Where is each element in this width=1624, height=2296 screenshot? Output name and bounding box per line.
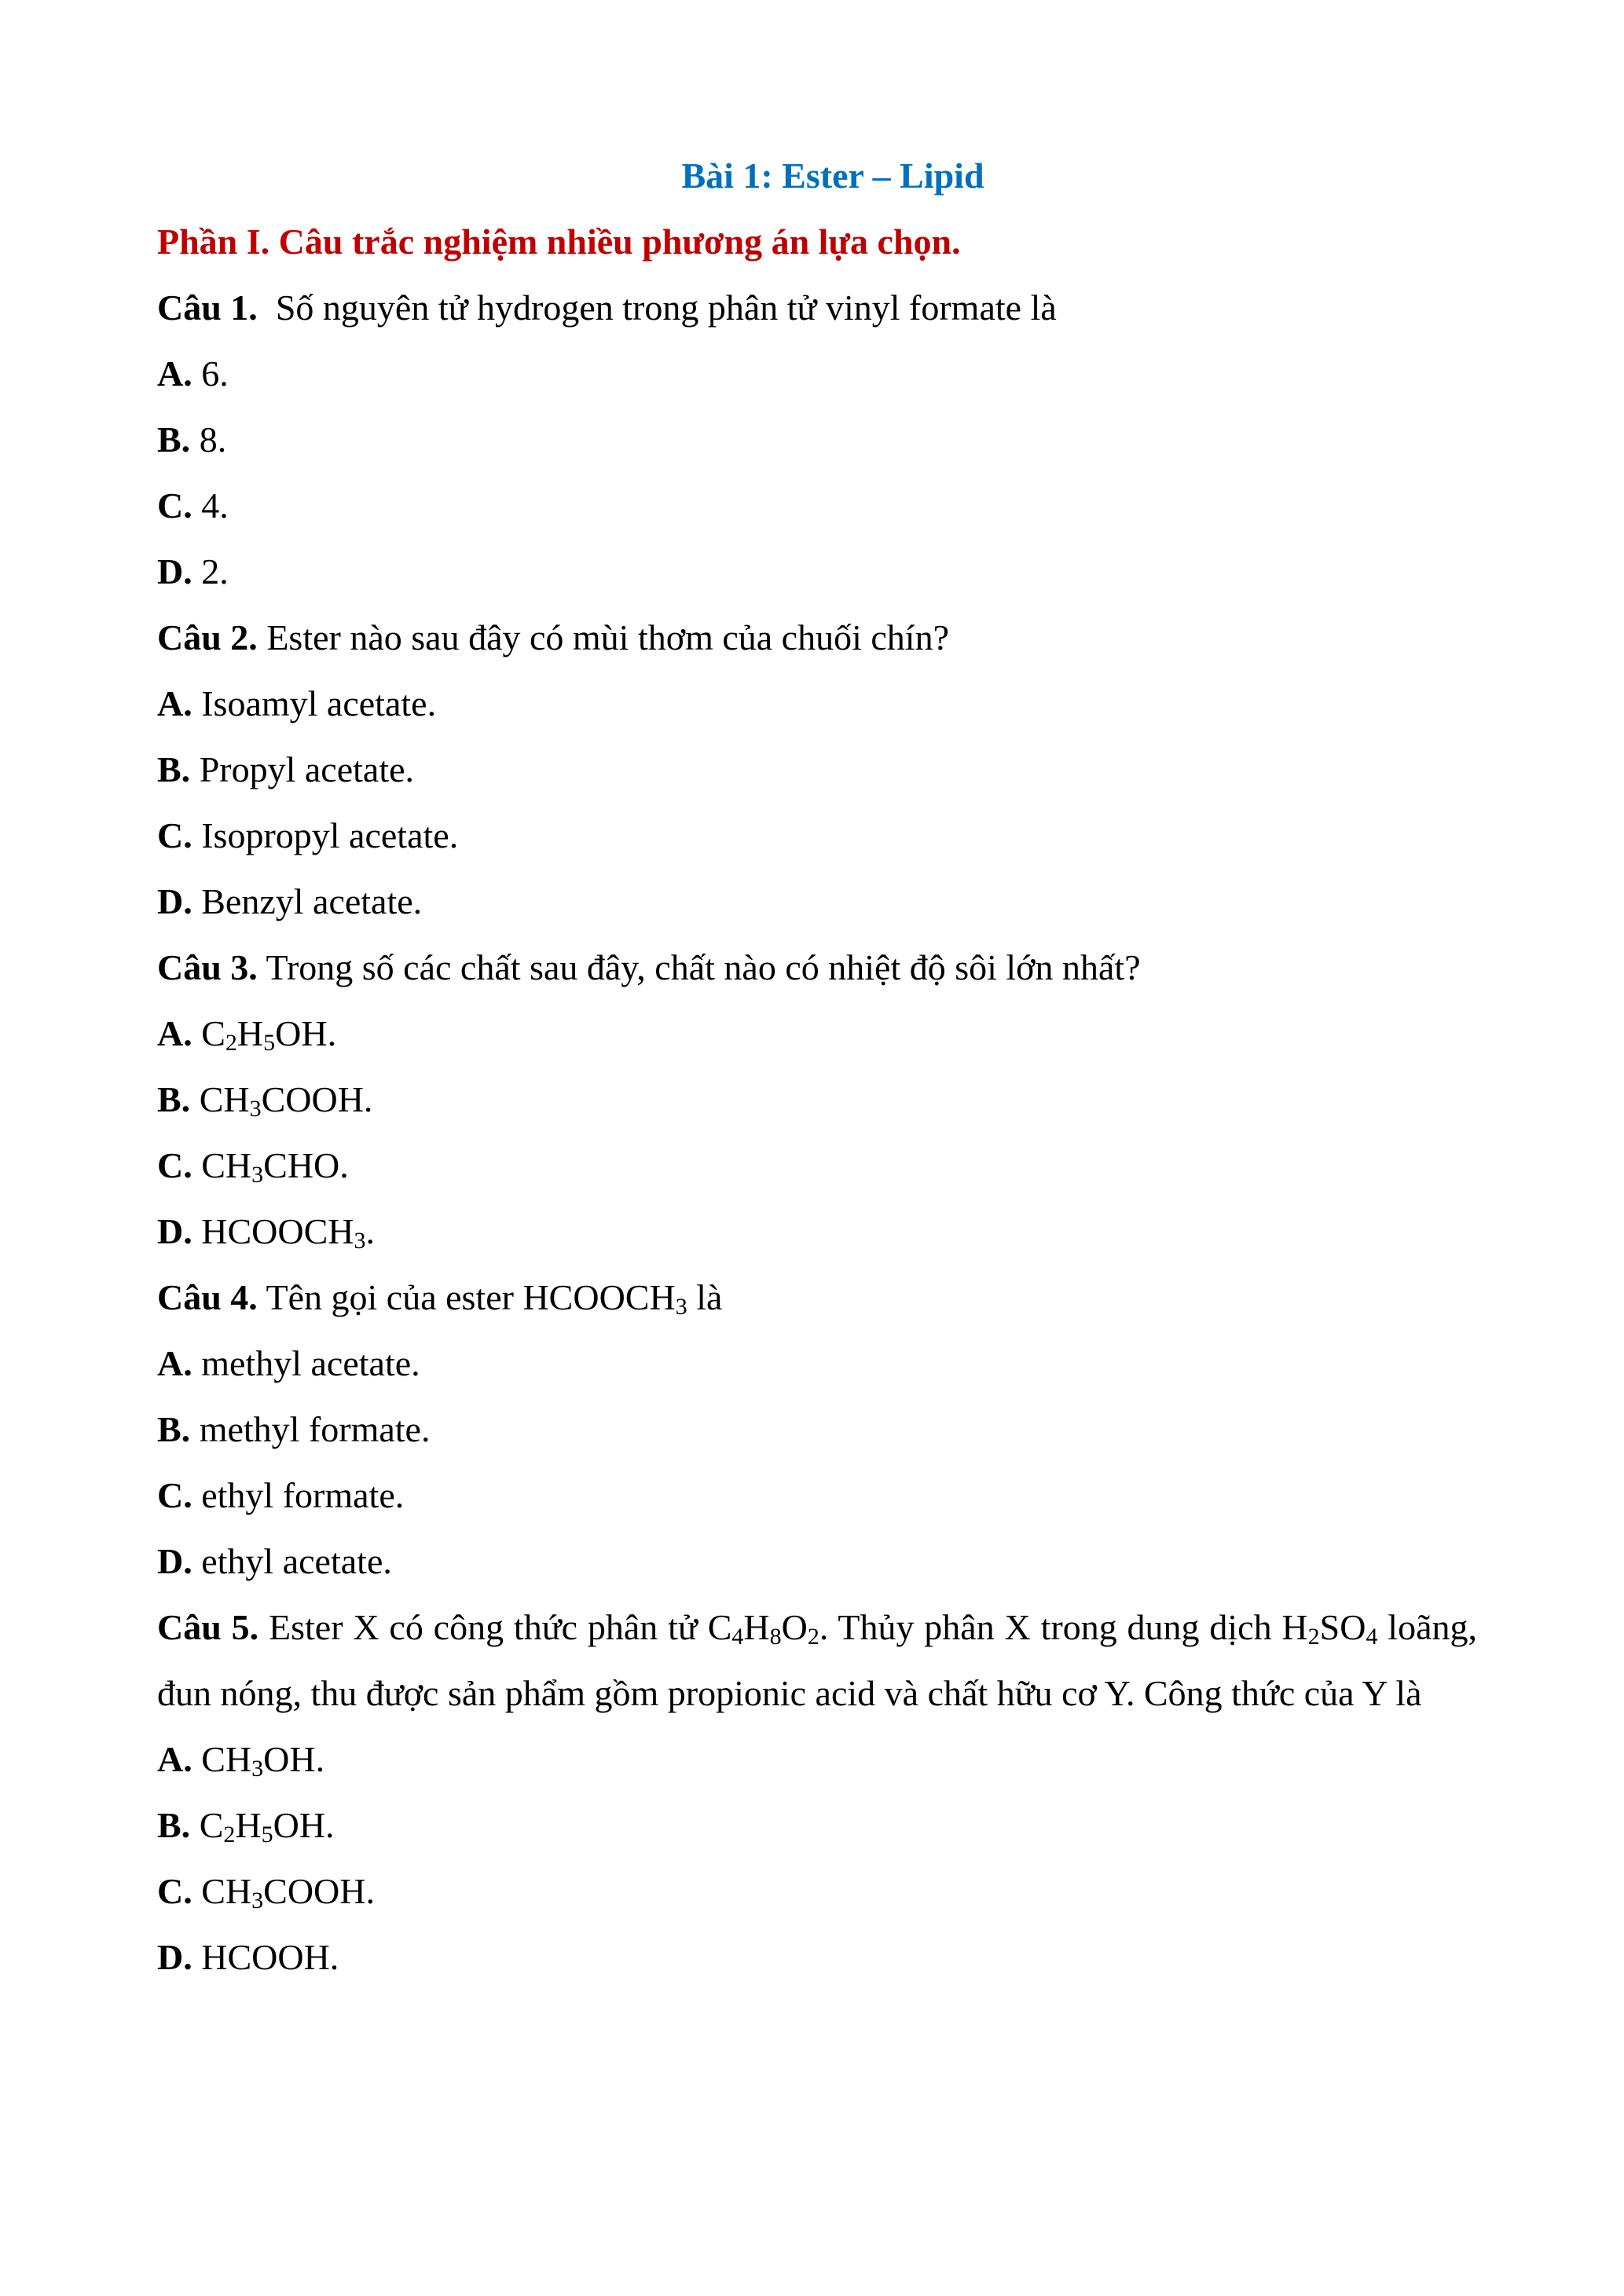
option-label: C. (157, 815, 192, 855)
option-text: methyl acetate. (192, 1343, 420, 1383)
option-label: D. (157, 1211, 192, 1251)
option-1b (157, 418, 1477, 462)
option-2b (157, 748, 1477, 792)
question-text: Ester X có công thức phân tử $C_4H_8O_2$. Thủy phân X trong dung dịch $H_2SO_4$ loãng, đun nóng, thu được sản phẩm gồm propionic acid và chất hữu cơ Y. Công thức của Y là (157, 1607, 1478, 1713)
question-2 (157, 616, 1477, 660)
option-text: 8. (190, 419, 227, 460)
option-text: methyl formate. (190, 1409, 431, 1449)
option-text: HCOOH. (192, 1937, 339, 1977)
question-text: Trong số các chất sau đây, chất nào có nhiệt độ sôi lớn nhất? (257, 947, 1141, 987)
option-label: B. (157, 1079, 191, 1119)
option-5d (157, 1935, 1477, 1979)
option-label: C. (157, 1871, 192, 1911)
option-text: $CH_3CHO$. (192, 1145, 349, 1188)
question-label: Câu 3. (157, 947, 258, 987)
question-label: Câu 2. (157, 617, 258, 657)
page-title: Bài 1: Ester – Lipid (681, 156, 984, 196)
option-2c (157, 814, 1477, 858)
option-text: $CH_3COOH$. (190, 1079, 373, 1122)
option-label: D. (157, 1937, 192, 1977)
option-label: A. (157, 1343, 192, 1383)
question-3 (157, 946, 1477, 990)
question-label: Câu 4. (157, 1277, 258, 1317)
option-4d (157, 1540, 1477, 1584)
option-text: Isoamyl acetate. (192, 683, 437, 723)
option-label: C. (157, 1145, 192, 1185)
option-5c (157, 1869, 1477, 1913)
option-3d (157, 1210, 1477, 1254)
option-text: $CH_3OH$. (192, 1739, 325, 1782)
option-text: $C_2H_5OH$. (190, 1805, 335, 1847)
option-label: A. (157, 353, 192, 394)
option-5b (157, 1803, 1477, 1847)
option-label: B. (157, 419, 191, 460)
option-4b (157, 1408, 1477, 1452)
option-1c (157, 484, 1477, 528)
option-1a (157, 352, 1477, 396)
option-text: $C_2H_5OH$. (192, 1013, 337, 1056)
question-text: Tên gọi của ester $HCOOCH_3$ là (257, 1277, 723, 1320)
option-label: D. (157, 1541, 192, 1581)
question-text: Ester nào sau đây có mùi thơm của chuối chín? (257, 617, 949, 657)
option-label: B. (157, 749, 191, 789)
option-text: 4. (192, 485, 229, 525)
question-label: Câu 5. (157, 1607, 259, 1647)
option-4c (157, 1474, 1477, 1518)
option-label: B. (157, 1409, 191, 1449)
option-text: $CH_3COOH$. (192, 1871, 375, 1913)
option-3b (157, 1078, 1477, 1122)
option-text: Benzyl acetate. (192, 881, 423, 921)
option-1d (157, 550, 1477, 594)
option-label: A. (157, 1013, 192, 1053)
option-4a (157, 1342, 1477, 1386)
option-label: C. (157, 1475, 192, 1515)
option-text: $HCOOCH_3$. (192, 1211, 375, 1254)
option-5a (157, 1738, 1477, 1782)
option-text: ethyl acetate. (192, 1541, 392, 1581)
option-2a (157, 682, 1477, 726)
question-label: Câu 1. (157, 287, 258, 328)
option-2d (157, 880, 1477, 924)
option-text: ethyl formate. (192, 1475, 405, 1515)
option-label: A. (157, 683, 192, 723)
question-5 (157, 1595, 1477, 1727)
option-label: D. (157, 551, 192, 591)
option-text: 6. (192, 353, 229, 394)
option-label: D. (157, 881, 192, 921)
option-text: Propyl acetate. (190, 749, 415, 789)
question-text: Số nguyên tử hydrogen trong phân tử vinyl formate là (257, 287, 1057, 328)
question-4 (157, 1276, 1477, 1320)
option-text: 2. (192, 551, 229, 591)
option-label: C. (157, 485, 192, 525)
section-heading: Phần I. Câu trắc nghiệm nhiều phương án lựa chọn. (157, 222, 961, 262)
option-label: A. (157, 1739, 192, 1779)
document-page (157, 154, 1477, 2001)
option-label: B. (157, 1805, 191, 1845)
option-text: Isopropyl acetate. (192, 815, 459, 855)
question-1 (157, 286, 1477, 330)
option-3a (157, 1012, 1477, 1056)
option-3c (157, 1144, 1477, 1188)
